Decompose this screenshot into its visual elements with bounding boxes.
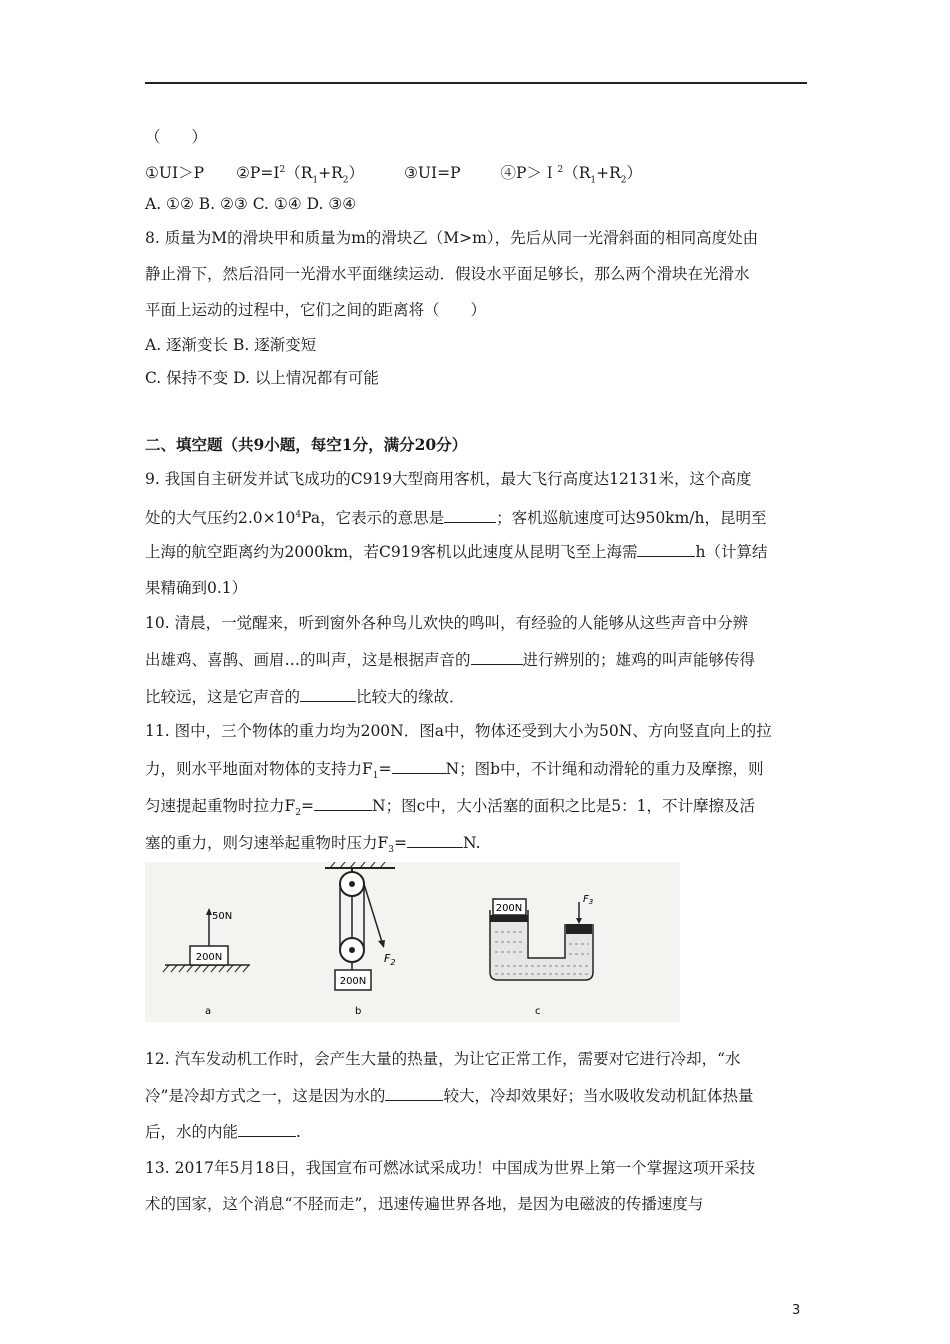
force-label-a: 50N (212, 911, 233, 922)
q7-options: ①UI＞P $②P=I^2(R_1+R_2)$ ③UI=P $④P>I^2(R_1+R_2)$ (145, 164, 643, 186)
answer-blank (407, 833, 463, 848)
q10-line2: 出雄鸡、喜鹊、画眉…的叫声，这是根据声音的 进行辨别的；雄鸡的叫声能够传得 (145, 651, 756, 669)
figure-label-a: a (205, 1006, 212, 1017)
q11-line3: 匀速提起重物时拉力$F_2= N$；图c中，大小活塞的面积之比是5：1，不计摩擦及活 (145, 797, 755, 819)
answer-blank (385, 1086, 443, 1101)
figure-c (490, 894, 593, 1017)
answer-blank (471, 650, 523, 665)
q8-line2: 静止滑下，然后沿同一光滑水平面继续运动．假设水平面足够长，那么两个滑块在光滑水 (145, 265, 750, 283)
q8-line1: 8. 质量为M的滑块甲和质量为m的滑块乙（M>m），先后从同一光滑斜面的相同高度处由 (145, 229, 759, 247)
q13-line1: 13. 2017年5月18日，我国宣布可燃冰试采成功！中国成为世界上第一个掌握这项开采技 (145, 1159, 756, 1177)
q12-line2: 冷”是冷却方式之一，这是因为水的 较大，冷却效果好；当水吸收发动机缸体热量 (145, 1087, 754, 1105)
answer-blank (444, 508, 496, 523)
large-piston (490, 915, 528, 922)
figure-label-c: c (535, 1006, 541, 1017)
answer-blank (637, 542, 695, 557)
q9-line3: 上海的航空距离约为2000km，若C919客机以此速度从昆明飞至上海需 h（计算结 (145, 543, 768, 561)
force-label-f3: $F_3$ (583, 894, 594, 906)
q10-line3: 比较远，这是它声音的 比较大的缘故． (145, 688, 465, 706)
q8-line3: 平面上运动的过程中，它们之间的距离将（ ） (145, 301, 487, 319)
answer-blank (392, 759, 446, 774)
q11-line2: 力，则水平地面对物体的支持力$F_1= N$；图b中，不计绳和动滑轮的重力及摩擦，则 (145, 760, 764, 782)
q11-line4: 塞的重力，则匀速举起重物时压力$F_3= N$. (145, 834, 481, 856)
q12-line1: 12. 汽车发动机工作时，会产生大量的热量，为让它正常工作，需要对它进行冷却，“水 (145, 1050, 741, 1068)
answer-blank (300, 687, 356, 702)
q12-line3: 后，水的内能 . (145, 1123, 301, 1141)
small-piston (566, 924, 592, 934)
weight-label-c: 200N (495, 903, 523, 914)
answer-blank (314, 796, 372, 811)
q13-line2: 术的国家，这个消息“不胫而走”，迅速传遍世界各地，是因为电磁波的传播速度与 (145, 1195, 704, 1213)
force-label-f2: $F_2$ (384, 952, 396, 967)
q7-choices: A. ①② B. ②③ C. ①④ D. ③④ (145, 195, 357, 213)
answer-blank (238, 1122, 296, 1137)
q9-line1: 9. 我国自主研发并试飞成功的C919大型商用客机，最大飞行高度达12131米，这个高度 (145, 470, 752, 488)
q11-line1: 11. 图中，三个物体的重力均为200N．图a中，物体还受到大小为50N、方向竖直向上的拉 (145, 722, 772, 740)
weight-label-a: 200N (195, 952, 223, 963)
q8-choices-cd: C. 保持不变 D. 以上情况都有可能 (145, 369, 379, 387)
q8-choices-ab: A. 逐渐变长 B. 逐渐变短 (145, 336, 317, 354)
figure-svg (145, 862, 680, 1022)
section-heading: 二、填空题（共9小题，每空1分，满分20分） (145, 435, 468, 454)
weight-label-b: 200N (339, 976, 367, 987)
q9-line4: 果精确到0.1） (145, 579, 248, 597)
physics-figure (145, 862, 680, 1022)
q9-line2: 处的大气压约$2.0\times 10^4Pa$，它表示的意思是 ；客机巡航速度可达950km/h，昆明至 (145, 509, 767, 528)
header-rule (145, 82, 807, 84)
q10-line1: 10. 清晨，一觉醒来，听到窗外各种鸟儿欢快的鸣叫，有经验的人能够从这些声音中分辨 (145, 614, 749, 632)
page-number: 3 (792, 1303, 801, 1318)
q7-paren: （ ） (145, 128, 208, 146)
u-tube-inner (528, 910, 565, 958)
figure-a (163, 908, 250, 1017)
figure-label-b: b (355, 1006, 362, 1017)
figure-b (325, 862, 395, 1017)
pull-rope (364, 884, 382, 942)
